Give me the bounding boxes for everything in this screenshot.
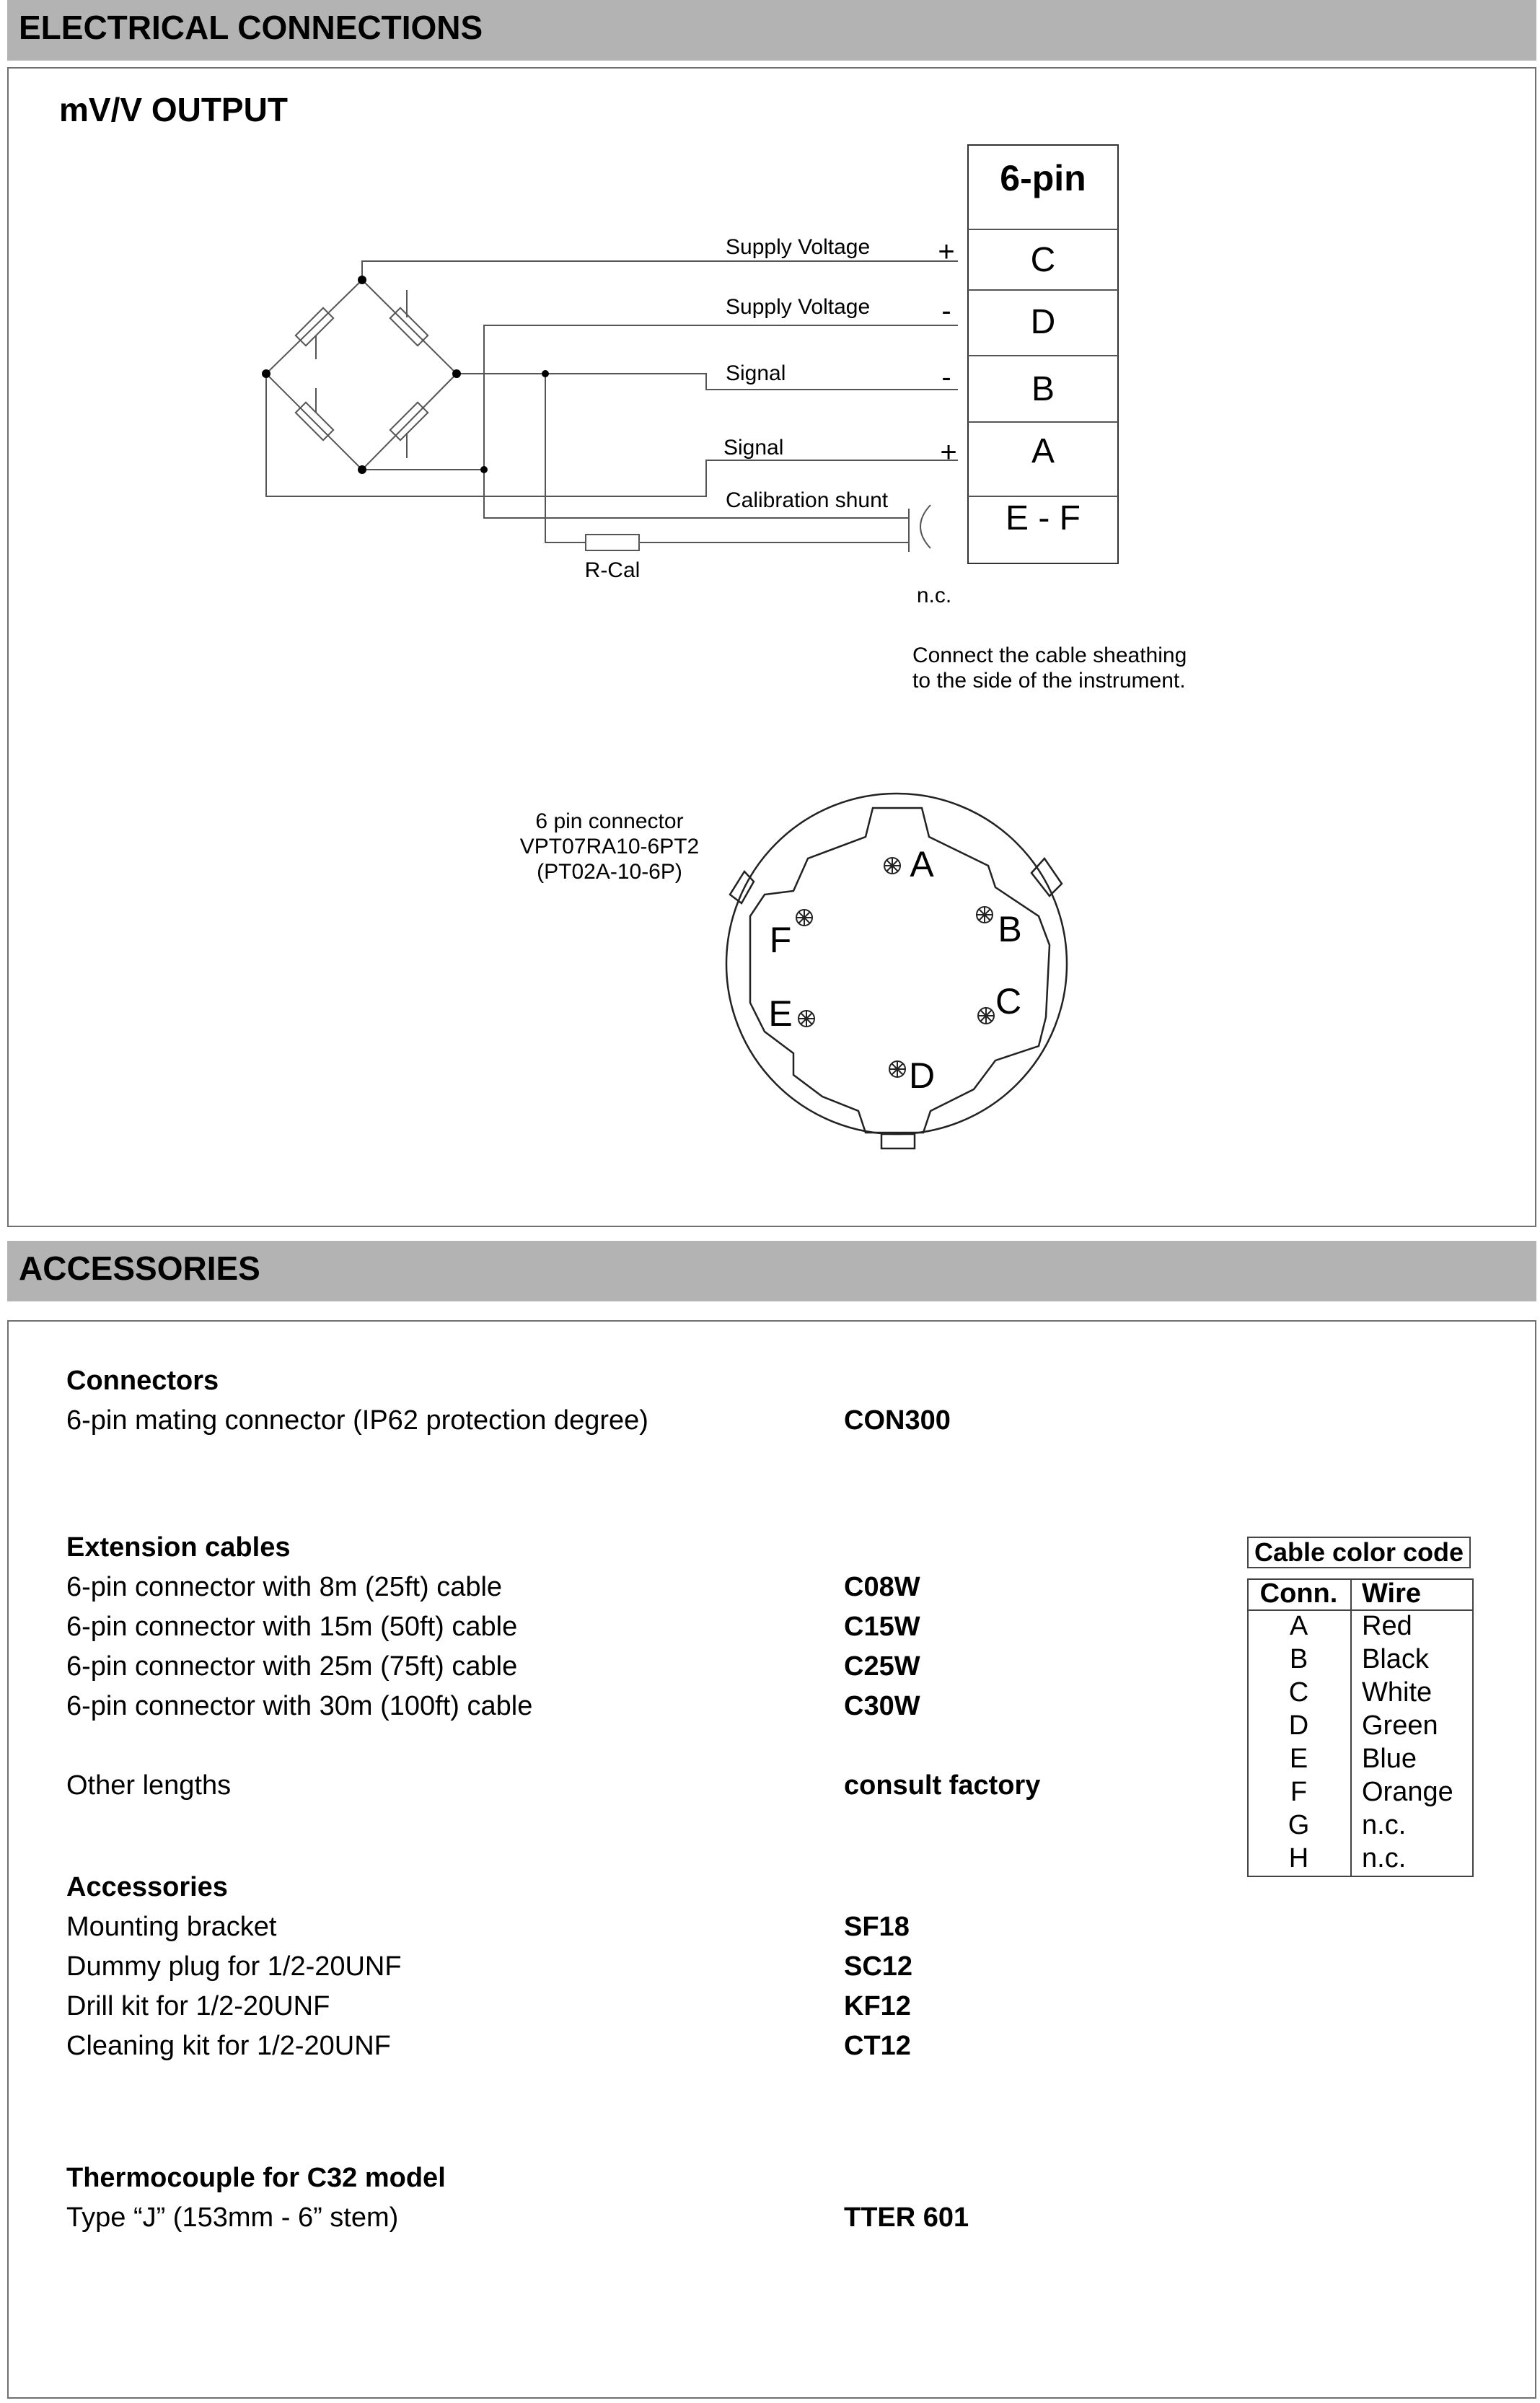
group-title-accessories: Accessories bbox=[66, 1872, 228, 1902]
connector-pin-e: E bbox=[768, 993, 793, 1034]
label-signal-minus: Signal bbox=[726, 361, 786, 385]
item-name: Cleaning kit for 1/2-20UNF bbox=[66, 2031, 391, 2061]
pin-b: B bbox=[1031, 370, 1055, 408]
item-name: Type “J” (153mm - 6” stem) bbox=[66, 2202, 399, 2233]
color-code-header-conn: Conn. bbox=[1259, 1578, 1338, 1609]
sheath-note-line-2: to the side of the instrument. bbox=[912, 669, 1186, 693]
connector-pin-f: F bbox=[769, 920, 792, 960]
color-code-wire: Orange bbox=[1362, 1777, 1453, 1807]
cable-color-code-title: Cable color code bbox=[1247, 1537, 1471, 1568]
item-code: C15W bbox=[844, 1612, 920, 1642]
item-name: Other lengths bbox=[66, 1770, 232, 1801]
connector-pin-b: B bbox=[998, 909, 1022, 949]
group-title-extension-cables: Extension cables bbox=[66, 1532, 291, 1563]
group-title-thermocouple: Thermocouple for C32 model bbox=[66, 2163, 446, 2193]
color-code-conn: B bbox=[1289, 1644, 1308, 1674]
color-code-wire: Green bbox=[1362, 1710, 1438, 1741]
color-code-wire: White bbox=[1362, 1677, 1433, 1708]
item-code: CON300 bbox=[844, 1405, 951, 1436]
item-name: 6-pin connector with 30m (100ft) cable bbox=[66, 1691, 533, 1721]
color-code-wire: Red bbox=[1362, 1611, 1412, 1641]
group-title-connectors: Connectors bbox=[66, 1366, 219, 1396]
nc-label: n.c. bbox=[916, 584, 952, 607]
item-code: SF18 bbox=[844, 1912, 910, 1942]
item-code: CT12 bbox=[844, 2031, 911, 2061]
item-name: 6-pin connector with 25m (75ft) cable bbox=[66, 1651, 518, 1682]
sign-signal-plus: + bbox=[940, 436, 957, 468]
color-code-conn: A bbox=[1289, 1611, 1308, 1641]
pin-d: D bbox=[1030, 303, 1056, 341]
rcal-label: R-Cal bbox=[584, 558, 641, 582]
label-cal-shunt: Calibration shunt bbox=[726, 488, 889, 512]
item-code: TTER 601 bbox=[844, 2202, 969, 2233]
color-code-conn: F bbox=[1290, 1777, 1308, 1807]
connector-pin-d: D bbox=[908, 1055, 936, 1096]
color-code-wire: n.c. bbox=[1362, 1810, 1407, 1840]
connector-pins bbox=[796, 858, 994, 1077]
item-code: C25W bbox=[844, 1651, 920, 1682]
color-code-wire: Blue bbox=[1362, 1744, 1417, 1774]
connector-label-line-1: 6 pin connector bbox=[535, 809, 684, 833]
accessories-header: ACCESSORIES bbox=[7, 1241, 1536, 1301]
item-name: 6-pin connector with 8m (25ft) cable bbox=[66, 1572, 503, 1602]
output-subtitle: mV/V OUTPUT bbox=[59, 91, 288, 128]
pin-a: A bbox=[1031, 432, 1055, 470]
item-name: Drill kit for 1/2-20UNF bbox=[66, 1991, 330, 2021]
item-code: C30W bbox=[844, 1691, 920, 1721]
item-name: Mounting bracket bbox=[66, 1912, 277, 1942]
color-code-conn: G bbox=[1288, 1810, 1310, 1840]
sign-signal-minus: - bbox=[941, 361, 951, 393]
pin-ef: E - F bbox=[1006, 499, 1081, 537]
color-code-conn: H bbox=[1288, 1843, 1309, 1873]
electrical-connections-header: ELECTRICAL CONNECTIONS bbox=[7, 0, 1536, 61]
sign-supply-plus: + bbox=[938, 236, 955, 268]
item-code: KF12 bbox=[844, 1991, 911, 2021]
item-code: SC12 bbox=[844, 1951, 913, 1982]
item-code: consult factory bbox=[844, 1770, 1041, 1801]
color-code-header-wire: Wire bbox=[1362, 1578, 1422, 1609]
item-code: C08W bbox=[844, 1572, 920, 1602]
item-name: Dummy plug for 1/2-20UNF bbox=[66, 1951, 402, 1982]
label-supply-plus: Supply Voltage bbox=[726, 235, 871, 259]
item-name: 6-pin mating connector (IP62 protection degree) bbox=[66, 1405, 648, 1436]
label-supply-minus: Supply Voltage bbox=[726, 295, 871, 319]
connector-label-line-2: VPT07RA10-6PT2 bbox=[519, 835, 700, 858]
color-code-wire: Black bbox=[1362, 1644, 1429, 1674]
color-code-conn: D bbox=[1288, 1710, 1309, 1741]
connector-label-line-3: (PT02A-10-6P) bbox=[537, 860, 682, 884]
pin-table-title: 6-pin bbox=[1000, 158, 1086, 198]
sign-supply-minus: - bbox=[941, 295, 951, 327]
color-code-wire: n.c. bbox=[1362, 1843, 1407, 1873]
connector-face bbox=[726, 794, 1067, 1148]
label-signal-plus: Signal bbox=[723, 436, 784, 460]
cable-color-code-col-rule bbox=[1350, 1578, 1352, 1877]
connector-pin-a: A bbox=[910, 844, 934, 884]
item-name: 6-pin connector with 15m (50ft) cable bbox=[66, 1612, 518, 1642]
color-code-conn: C bbox=[1288, 1677, 1309, 1708]
pin-c: C bbox=[1030, 241, 1056, 279]
sheath-note-line-1: Connect the cable sheathing bbox=[912, 643, 1187, 667]
color-code-conn: E bbox=[1289, 1744, 1308, 1774]
connector-pin-c: C bbox=[995, 981, 1022, 1022]
